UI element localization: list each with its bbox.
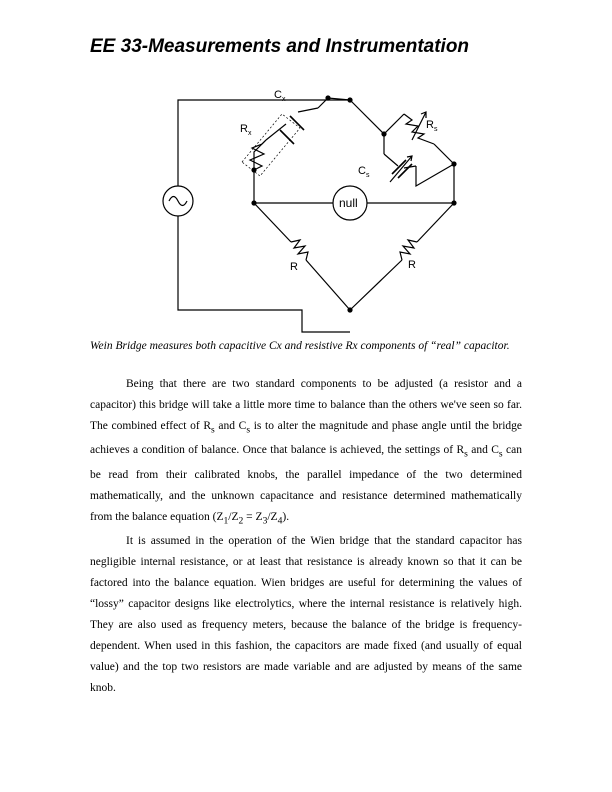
wien-bridge-diagram xyxy=(150,70,470,340)
resistor-icon xyxy=(291,240,308,260)
source-wire-bottom xyxy=(178,216,350,332)
page-title: EE 33-Measurements and Instrumentation xyxy=(90,36,470,57)
label-cx: $C_x$ xyxy=(274,89,286,103)
label-rs: $R_s$ xyxy=(426,119,438,133)
rs-upper xyxy=(384,114,404,134)
cs-lower xyxy=(416,164,454,186)
resistor-icon xyxy=(400,240,417,260)
bottom-left-leg-wire xyxy=(254,203,291,242)
paragraph-1: Being that there are two standard components to be adjusted (a resistor and a capacitor) this bridge will take a little more time to balance than the others we've seen so far. The combined effect of $R_s$ and $C_s$ is to alter the magnitude and phase angle until the bridge achieves a condition of balance. Once that balance is achieved, the settings of $R_s$ and $C_s$ can be read from their calibrated knobs, the parallel impedance of the two determined mathematically, and the unknown capacitance and resistance determined mathematically from the balance equation $(Z_1/Z_2 = Z_3/Z_4)$. xyxy=(90,378,523,526)
bottom-left-leg-wire2 xyxy=(306,260,350,310)
capacitor-icon xyxy=(280,130,294,144)
source-wire-top xyxy=(178,100,350,186)
bottom-right-leg-wire2 xyxy=(350,260,402,310)
figure-caption: Wein Bridge measures both capacitive Cx and resistive Rx components of “real” capacitor. xyxy=(90,340,510,352)
rs-lower xyxy=(434,144,454,164)
top-right-wire xyxy=(350,100,384,134)
label-rx: $R_x$ xyxy=(240,123,252,137)
paragraph-2: It is assumed in the operation of the Wien bridge that the standard capacitor has negligible internal resistance, or at least that resistance is already known so that it can be factored into the balance equation. Wien bridges are useful for determining the values of “lossy” capacitor designs like electrolytics, where the internal resistance is relatively high. They are also used as frequency meters, because the balance of the bridge is frequency-dependent. When used in this fashion, the capacitors are made fixed (and usually of equal value) and the top two resistors are made variable and are adjusted by means of the same knob. xyxy=(90,534,522,694)
bottom-right-leg-wire xyxy=(417,203,454,242)
label-r-left: R xyxy=(290,261,298,273)
label-cs: $C_s$ xyxy=(358,165,370,179)
label-null: null xyxy=(339,196,358,210)
body-text xyxy=(90,374,522,699)
resistor-icon xyxy=(250,140,266,170)
label-r-right: R xyxy=(408,259,416,271)
